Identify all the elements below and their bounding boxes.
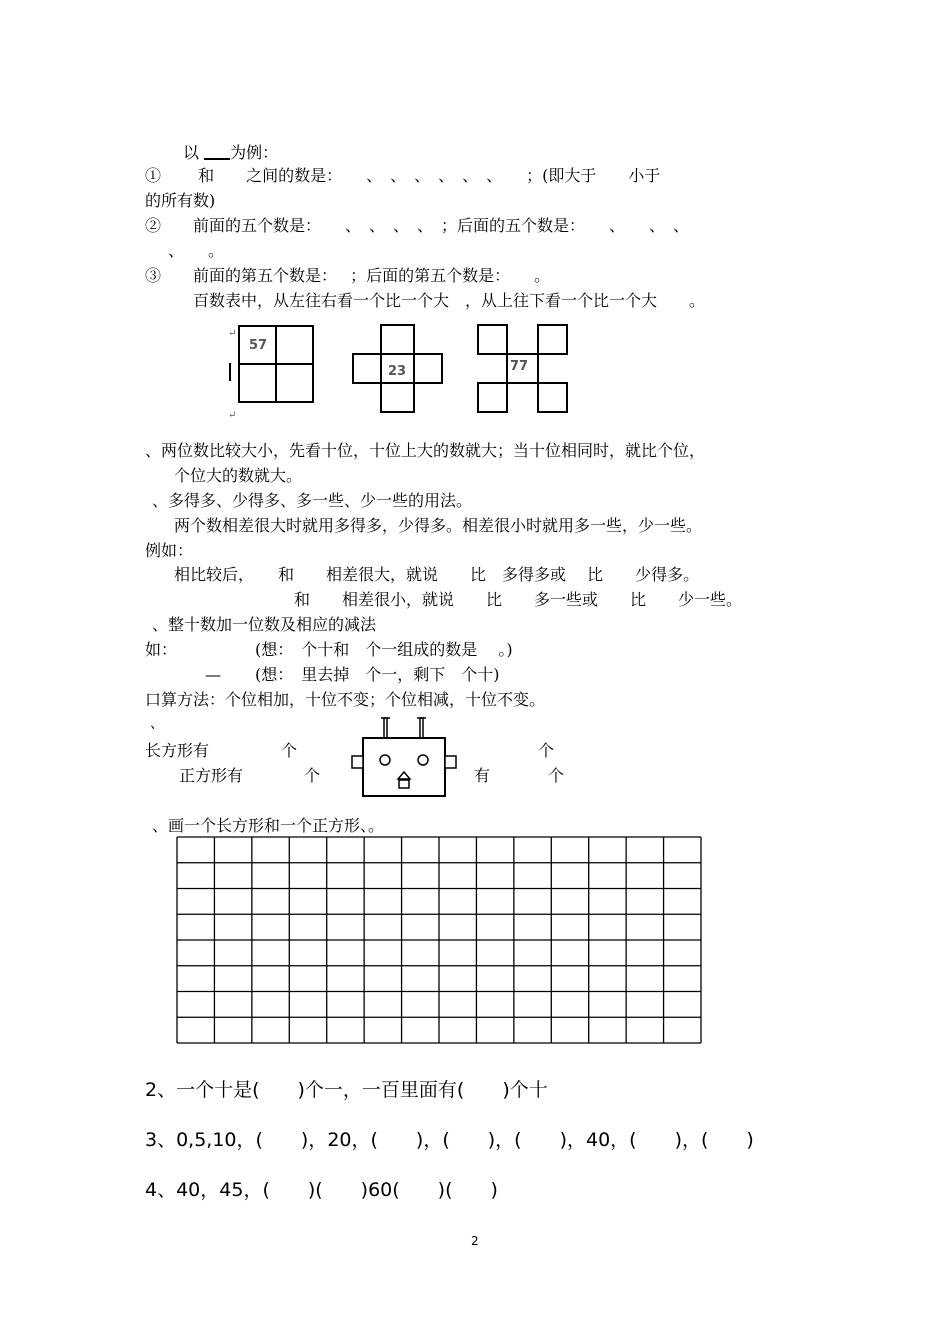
text-cursor [229, 363, 231, 381]
return-mark-icon: ↵ [228, 328, 237, 339]
line-mental-method: 口算方法：个位相加，十位不变；个位相减，十位不变。 [145, 690, 546, 709]
line-example: 例如： [145, 541, 194, 560]
line-between-numbers: ① 和 之间的数是： 、 、 、 、 、 、 ；(即大于 小于 [145, 166, 661, 185]
square-count-unit: 个 [304, 766, 321, 785]
line-draw-task: 、画一个长方形和一个正方形、。 [152, 816, 385, 835]
line-example-big: 相比较后， 和 相差很大，就说 比 多得多或 比 少得多。 [174, 565, 700, 584]
line-five-numbers: ② 前面的五个数是： 、 、 、 、 ；后面的五个数是： 、 、 、 [145, 216, 690, 235]
cross-bottom [380, 382, 415, 413]
question-4: 4、40，45，( )( )60( )( ) [145, 1179, 498, 1201]
line-think-subtract: (想： 里去掉 个一，剩下 个十) [255, 665, 500, 684]
figure-number-57: 57 [249, 338, 268, 353]
x-bottom-left [477, 382, 508, 413]
example-intro [183, 142, 278, 163]
line-compare: 、两位数比较大小，先看十位，十位上大的数就大；当十位相同时，就比个位， [145, 441, 706, 460]
cross-divider-right [413, 353, 415, 384]
x-top-left [477, 324, 508, 355]
rect-count-label: 长方形有 [145, 741, 210, 760]
line-usage-rule: 两个数相差很大时就用多得多，少得多。相差很小时就用多一些，少一些。 [174, 516, 703, 535]
question-2: 2、一个十是( )个一，一百里面有( )个十 [145, 1079, 548, 1101]
robot-ear-left [352, 756, 363, 768]
line-five-numbers-cont: 、 。 [168, 241, 225, 260]
x-top-right [537, 324, 568, 355]
line-usage: 、多得多、少得多、多一些、少一些的用法。 [152, 491, 473, 510]
robot-ear-right [445, 756, 456, 768]
question-3: 3、0,5,10，( )，20，( )，( )，( )，40，( )，( ) [145, 1129, 754, 1151]
blank-underline [204, 142, 230, 160]
page-number: 2 [471, 1234, 479, 1248]
line-compare-cont: 个位大的数就大。 [174, 466, 303, 485]
figure-number-77: 77 [510, 359, 529, 374]
cross-top [380, 324, 415, 355]
line-dun: 、 [150, 716, 164, 732]
square-count-you: 有 [474, 766, 491, 785]
robot-antenna-left [384, 718, 387, 738]
rect-count-unit-right: 个 [538, 741, 555, 760]
line-fifth-number: ③ 前面的第五个数是： ；后面的第五个数是： 。 [145, 266, 551, 285]
square-count-label: 正方形有 [179, 766, 244, 785]
x-bottom-right [537, 382, 568, 413]
figure-number-23: 23 [388, 364, 407, 379]
square-count-unit-right: 个 [548, 766, 565, 785]
line-hundred-chart: 百数表中，从左往右看一个比一个大 ，从上往下看一个比一个大 。 [193, 291, 706, 310]
grid-divider-horizontal [238, 363, 314, 365]
line-think-add: (想： 个十和 个一组成的数是 。) [255, 640, 513, 659]
line-tens-addition: 、整十数加一位数及相应的减法 [152, 615, 377, 634]
text-weili: 为例： [230, 143, 279, 162]
line-ru: 如： [145, 640, 178, 659]
line-all-numbers: 的所有数) [145, 191, 216, 210]
drawing-grid[interactable] [176, 836, 702, 1045]
text-yi: 以 [183, 143, 200, 162]
robot-shape-figure [345, 710, 465, 805]
return-mark-icon: ↵ [228, 410, 237, 421]
rect-count-unit: 个 [281, 741, 298, 760]
cross-divider-left [380, 353, 382, 384]
minus-sign: — [205, 665, 221, 684]
line-example-small: 和 相差很小，就说 比 多一些或 比 少一些。 [294, 590, 743, 609]
robot-antenna-right [420, 718, 423, 738]
